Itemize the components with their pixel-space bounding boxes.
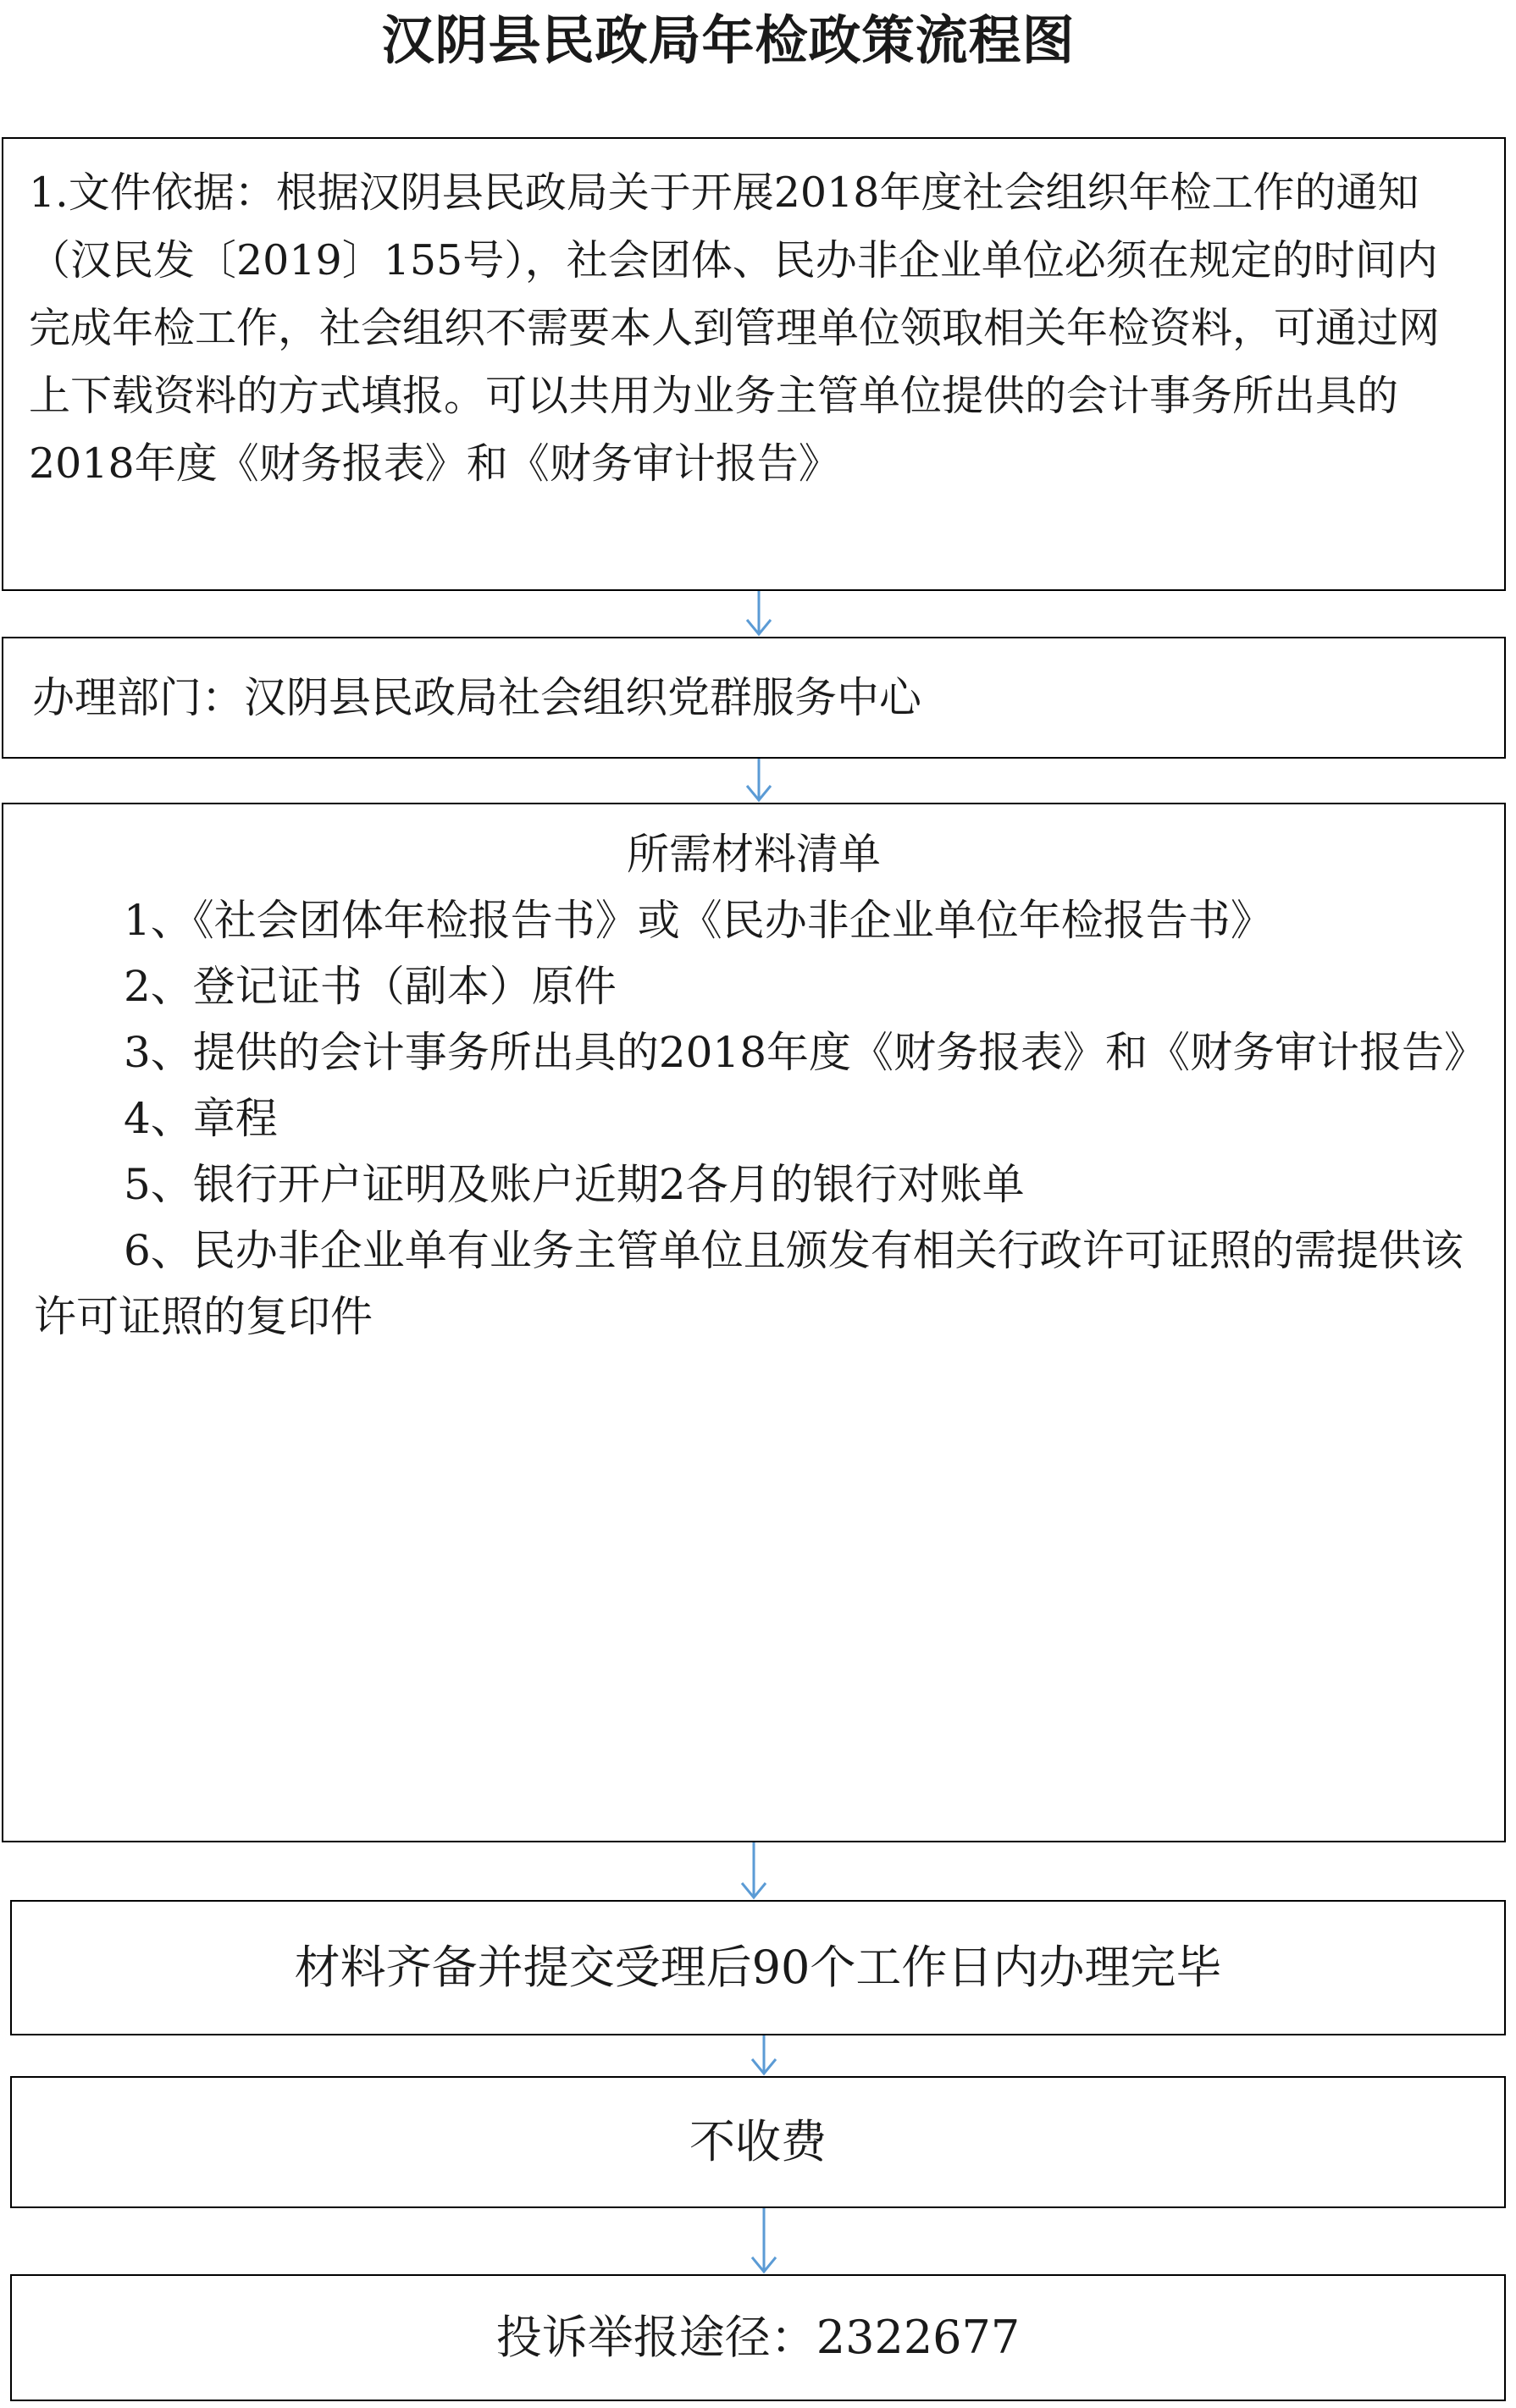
step-fee-text: 不收费 xyxy=(689,2115,827,2168)
step-materials-box xyxy=(2,803,1506,1842)
step-department-box xyxy=(2,637,1506,759)
step-duration-box xyxy=(10,1900,1506,2035)
materials-item: 1、《社会团体年检报告书》或《民办非企业单位年检报告书》 xyxy=(124,896,1273,945)
materials-item: 4、章程 xyxy=(124,1094,278,1143)
arrow-down-icon xyxy=(737,1842,771,1900)
materials-item: 6、民办非企业单有业务主管单位且颁发有相关行政许可证照的需提供该许可证照的复印件 xyxy=(34,1226,1463,1341)
materials-item: 2、登记证书（副本）原件 xyxy=(124,962,617,1011)
step-complaint-box xyxy=(10,2274,1506,2401)
step-complaint-text: 投诉举报途径：2322677 xyxy=(495,2311,1021,2364)
materials-item: 5、银行开户证明及账户近期2各月的银行对账单 xyxy=(124,1160,1025,1209)
materials-item: 3、提供的会计事务所出具的2018年度《财务报表》和《财务审计报告》 xyxy=(124,1028,1487,1077)
step-basis-text: 1.文件依据：根据汉阴县民政局关于开展2018年度社会组织年检工作的通知（汉民发〔2019〕155号），社会团体、民办非企业单位必须在规定的时间内完成年检工作，社会组织不需要本人到管理单位领取相关年检资料，可通过网上下载资料的方式填报。可以共用为业务主管单位提供的会计事务所出具的2018年度《财务报表》和《财务审计报告》 xyxy=(29,168,1441,488)
arrow-down-icon xyxy=(742,591,776,637)
arrow-down-icon xyxy=(747,2208,781,2274)
arrow-down-icon xyxy=(747,2035,781,2076)
step-fee-box xyxy=(10,2076,1506,2208)
arrow-down-icon xyxy=(742,759,776,803)
step-department-text: 办理部门：汉阴县民政局社会组织党群服务中心 xyxy=(32,673,921,722)
step-basis-box xyxy=(2,137,1506,591)
page-title: 汉阴县民政局年检政策流程图 xyxy=(381,9,1076,71)
materials-heading: 所需材料清单 xyxy=(627,830,881,879)
step-duration-text: 材料齐备并提交受理后90个工作日内办理完毕 xyxy=(294,1941,1222,1994)
